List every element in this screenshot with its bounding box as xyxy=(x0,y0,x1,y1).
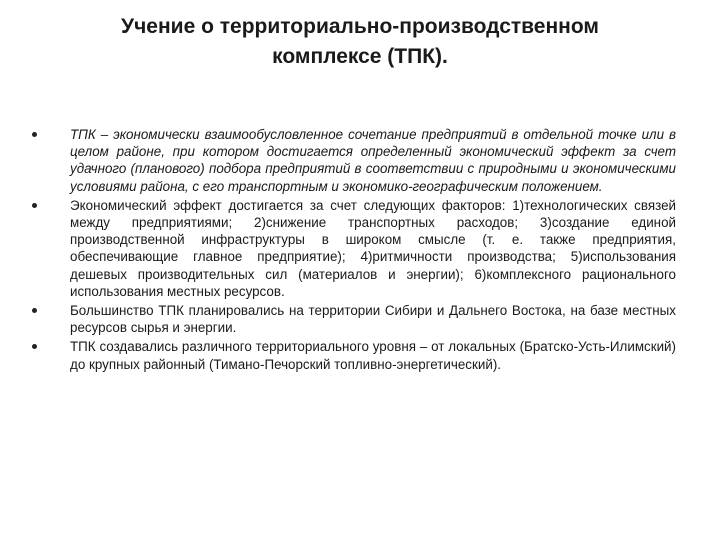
slide-title-line-1: Учение о территориально-производственном xyxy=(121,15,599,38)
bullet-dot-icon xyxy=(32,344,37,349)
bullet-text: Экономический эффект достигается за счет следующих факторов: 1)технологических связей между предприятиями; 2)снижение транспортных расходов; 3)создание единой производственной инфраструктуры в широком смысле (т. е. также предприятия, обеспечивающие главное предприятие); 4)ритмичности производства; 5)использования дешевых производительных сил (материалов и энергии); 6)комплексного рационального использования местных ресурсов. xyxy=(70,197,676,299)
bullet-text: Большинство ТПК планировались на территории Сибири и Дальнего Востока, на базе местных ресурсов сырья и энергии. xyxy=(70,303,676,336)
slide-title-line-2: комплексе (ТПК). xyxy=(272,45,448,68)
bullet-dot-icon xyxy=(32,308,37,313)
bullet-item-definition xyxy=(30,126,676,195)
slide-title xyxy=(60,12,660,72)
bullet-dot-icon xyxy=(32,132,37,137)
bullet-item-factors xyxy=(30,197,676,300)
bullet-text: ТПК – экономически взаимообусловленное сочетание предприятий в отдельной точке или в целом районе, при котором достигается определенный экономический эффект за счет удачного (планового) подбора предприятий в соответствии с природными и экономическими условиями района, с его транспортным и экономико-географическим положением. xyxy=(70,127,676,194)
bullet-dot-icon xyxy=(32,203,37,208)
bullet-list xyxy=(30,126,676,375)
bullet-text: ТПК создавались различного территориального уровня – от локальных (Братско-Усть-Илимский) до крупных районный (Тимано-Печорский топливно-энергетический). xyxy=(70,339,676,372)
bullet-item-levels xyxy=(30,338,676,372)
bullet-item-location xyxy=(30,302,676,336)
